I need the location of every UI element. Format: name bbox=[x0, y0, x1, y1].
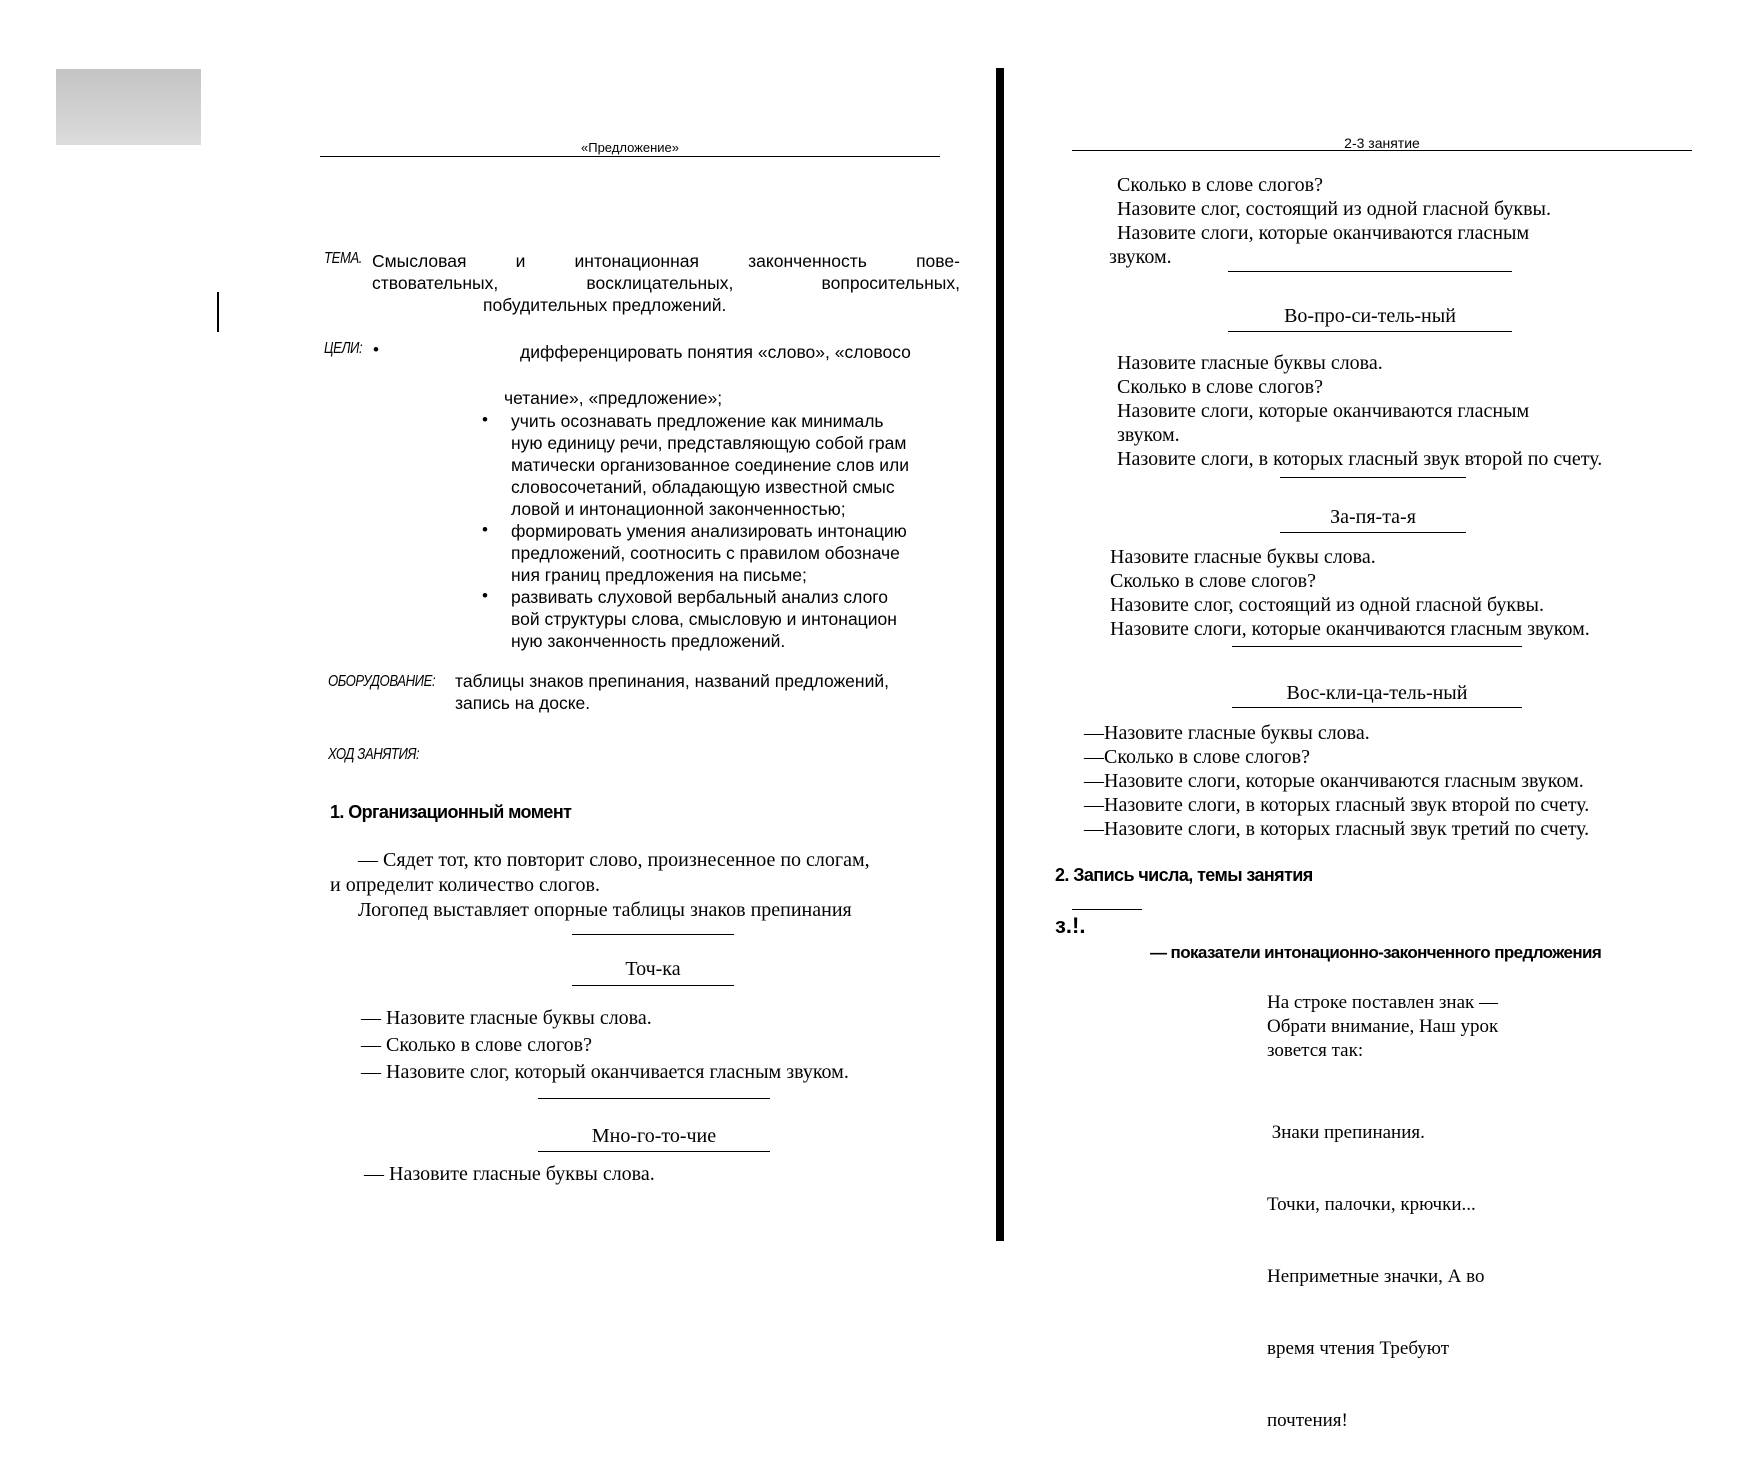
section1-title: 1. Организационный момент bbox=[330, 802, 572, 822]
voskl-question: —Сколько в слове слогов? bbox=[1084, 746, 1310, 768]
tochka-question: — Назовите гласные буквы слова. bbox=[361, 1007, 652, 1029]
right-header-rule bbox=[1072, 150, 1692, 151]
para1-line-1: — Сядет тот, кто повторит слово, произнесенное по слогам, bbox=[358, 849, 870, 871]
rule-below-voskl bbox=[1232, 707, 1522, 708]
word-voprositelny: Во-про-си-тель-ный bbox=[1284, 305, 1456, 327]
voskl-question: —Назовите гласные буквы слова. bbox=[1084, 722, 1370, 744]
rule-below-mnogo bbox=[538, 1151, 770, 1152]
rule-below-zapyataya bbox=[1280, 532, 1466, 533]
oborud-line-1: таблицы знаков препинания, названий предложений, bbox=[455, 671, 889, 691]
celi-bullet-dot: • bbox=[482, 520, 488, 539]
top-question: Назовите слог, состоящий из одной гласной буквы. bbox=[1117, 198, 1551, 220]
tema-word: законченность bbox=[748, 251, 867, 271]
left-header-rule bbox=[320, 156, 940, 157]
tema-word: восклицательных, bbox=[586, 273, 734, 293]
tema-line-1 bbox=[372, 250, 960, 272]
section2-title: 2. Запись числа, темы занятия bbox=[1055, 865, 1313, 885]
top-question: Назовите слоги, которые оканчиваются гласным bbox=[1117, 222, 1530, 244]
punctuation-marks: з.!. bbox=[1055, 913, 1086, 938]
celi-bullet-2: формировать умения анализировать интонацию предложений, соотносить с правилом обозначе ния границ предложения на письме; bbox=[511, 521, 907, 585]
word-zapyataya: За-пя-та-я bbox=[1330, 506, 1416, 528]
celi-first-bullet-line-1: дифференцировать понятия «слово», «словосо bbox=[520, 342, 911, 362]
tema-word: и bbox=[515, 251, 526, 271]
right-header: 2-3 занятие bbox=[1344, 135, 1420, 151]
celi-bullet-1: учить осознавать предложение как минималь ную единицу речи, представляющую собой грам матически организованное соединение слов или словосочетаний, обладающую известной смыс ловой и интонационной законченностью; bbox=[511, 411, 910, 519]
page-divider bbox=[996, 68, 1004, 1241]
vopros-question: Назовите слоги, которые оканчиваются гласным bbox=[1117, 400, 1530, 422]
vopros-question: звуком. bbox=[1117, 424, 1180, 446]
word-vosklitselny: Вос-кли-ца-тель-ный bbox=[1286, 682, 1468, 704]
celi-first-bullet-line-2: четание», «предложение»; bbox=[504, 388, 723, 408]
word-mnogotochie: Мно-го-то-чие bbox=[591, 1125, 717, 1147]
tema-word: ствовательных, bbox=[372, 273, 499, 293]
tema-label: ТЕМА. bbox=[324, 250, 363, 267]
poem-block-2: Знаки препинания. Точки, палочки, крючки... Неприметные значки, А во время чтения Требуют почтения! bbox=[1267, 1122, 1485, 1431]
rule-below-tochka bbox=[572, 985, 734, 986]
poem-block-1: На строке поставлен знак — Обрати внимание, Наш урок зовется так: bbox=[1267, 992, 1499, 1061]
oborud-line-2: запись на доске. bbox=[455, 693, 591, 713]
voskl-question: —Назовите слоги, в которых гласный звук третий по счету. bbox=[1084, 818, 1590, 840]
zapyataya-question: Назовите слоги, которые оканчиваются гласным звуком. bbox=[1110, 618, 1590, 640]
top-question: звуком. bbox=[1109, 246, 1172, 268]
vopros-question: Назовите слоги, в которых гласный звук второй по счету. bbox=[1117, 448, 1603, 470]
voskl-question: —Назовите слоги, которые оканчиваются гласным звуком. bbox=[1084, 770, 1584, 792]
celi-bullet-dot: • bbox=[482, 410, 488, 429]
top-question: Сколько в слове слогов? bbox=[1117, 174, 1323, 196]
celi-first-bullet-dot: • bbox=[373, 340, 379, 359]
marks-caption: — показатели интонационно-законченного предложения bbox=[1150, 943, 1602, 962]
celi-bullet-dot: • bbox=[482, 586, 488, 605]
tema-line-3: побудительных предложений. bbox=[483, 295, 727, 315]
rule-above-tochka bbox=[572, 934, 734, 935]
celi-bullet-3: развивать слуховой вербальный анализ слого вой структуры слова, смысловую и интонацион ную законченность предложений. bbox=[511, 587, 897, 651]
rule-above-voskl bbox=[1232, 646, 1522, 647]
para1-line-2: и определит количество слогов. bbox=[330, 874, 600, 896]
gray-placeholder-image bbox=[56, 69, 201, 145]
tema-word: интонационная bbox=[574, 251, 699, 271]
rule-above-mnogo bbox=[538, 1098, 770, 1099]
voskl-question: —Назовите слоги, в которых гласный звук второй по счету. bbox=[1084, 794, 1590, 816]
mnogo-question: — Назовите гласные буквы слова. bbox=[364, 1163, 655, 1185]
rule-above-marks bbox=[1072, 909, 1142, 910]
tochka-question: — Назовите слог, который оканчивается гласным звуком. bbox=[361, 1061, 849, 1083]
word-tochka: Точ-ка bbox=[625, 958, 681, 980]
rule-above-vopros bbox=[1228, 271, 1512, 272]
rule-below-vopros bbox=[1228, 331, 1512, 332]
tochka-question: — Сколько в слове слогов? bbox=[361, 1034, 592, 1056]
rule-above-zapyataya bbox=[1280, 477, 1466, 478]
zapyataya-question: Сколько в слове слогов? bbox=[1110, 570, 1316, 592]
tema-line-2 bbox=[372, 272, 960, 294]
zapyataya-question: Назовите слог, состоящий из одной гласной буквы. bbox=[1110, 594, 1544, 616]
para2: Логопед выставляет опорные таблицы знаков препинания bbox=[358, 899, 852, 921]
vopros-question: Назовите гласные буквы слова. bbox=[1117, 352, 1383, 374]
text-cursor-mark bbox=[217, 292, 219, 332]
tema-word: вопросительных, bbox=[821, 273, 960, 293]
celi-label: ЦЕЛИ: bbox=[324, 340, 363, 357]
zapyataya-question: Назовите гласные буквы слова. bbox=[1110, 546, 1376, 568]
left-header: «Предложение» bbox=[581, 140, 679, 155]
hod-label: ХОД ЗАНЯТИЯ: bbox=[328, 746, 420, 763]
tema-word: Смысловая bbox=[372, 251, 467, 271]
vopros-question: Сколько в слове слогов? bbox=[1117, 376, 1323, 398]
tema-word: пове- bbox=[916, 251, 960, 271]
oborud-label: ОБОРУДОВАНИЕ: bbox=[328, 673, 436, 690]
